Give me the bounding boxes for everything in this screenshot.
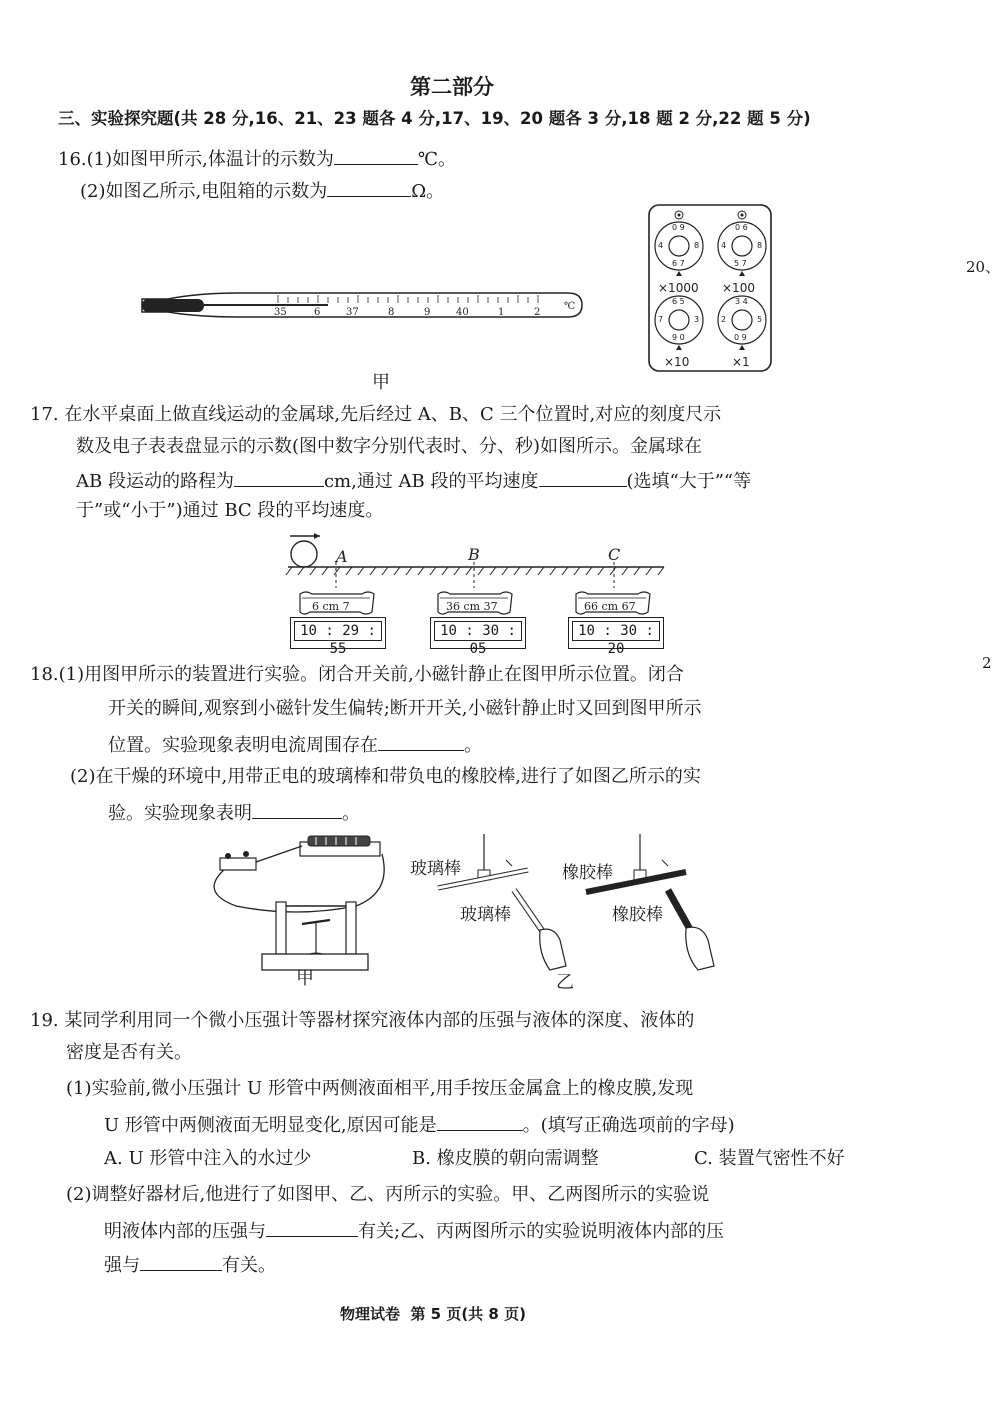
clock-b bbox=[430, 617, 526, 657]
q18-line5-b: 。 bbox=[342, 803, 360, 824]
ruler-c bbox=[574, 590, 652, 616]
svg-text:9: 9 bbox=[424, 307, 431, 318]
thermometer-figure bbox=[138, 285, 586, 325]
q19-option-b: B. 橡皮膜的朝向需调整 bbox=[412, 1148, 599, 1169]
fig-label-jia: 甲 bbox=[296, 968, 314, 989]
svg-text:0 9: 0 9 bbox=[734, 333, 747, 342]
page-footer: 物理试卷 第 5 页(共 8 页) bbox=[340, 1305, 526, 1323]
label-rubber-rod-hung: 橡胶棒 bbox=[562, 863, 613, 883]
svg-text:2: 2 bbox=[534, 307, 541, 318]
ruler-a bbox=[298, 590, 376, 616]
q18-line4: (2)在干燥的环境中,用带正电的玻璃棒和带负电的橡胶棒,进行了如图乙所示的实 bbox=[70, 766, 701, 787]
q17-blank-1[interactable] bbox=[234, 468, 324, 487]
q19-option-c: C. 装置气密性不好 bbox=[694, 1148, 845, 1169]
svg-text:2: 2 bbox=[721, 315, 727, 324]
q18-line5 bbox=[108, 800, 360, 825]
svg-text:6: 6 bbox=[314, 307, 321, 318]
q19-line7 bbox=[104, 1252, 276, 1277]
svg-text:8: 8 bbox=[388, 307, 395, 318]
q19-line3: (1)实验前,微小压强计 U 形管中两侧液面相平,用手按压金属盒上的橡皮膜,发现 bbox=[66, 1078, 694, 1099]
svg-text:7: 7 bbox=[658, 315, 664, 324]
label-glass-rod-hung: 玻璃棒 bbox=[410, 859, 461, 879]
svg-text:0 6: 0 6 bbox=[735, 223, 748, 232]
q16-blank-1[interactable] bbox=[334, 146, 418, 165]
clock-a-time: 10 : 29 : 55 bbox=[294, 621, 382, 641]
motion-track-figure bbox=[282, 532, 668, 588]
resistance-box-figure bbox=[648, 204, 772, 372]
svg-text:×1: ×1 bbox=[732, 355, 750, 369]
q19-blank-1[interactable] bbox=[437, 1112, 523, 1131]
q19-line4-b: 。(填写正确选项前的字母) bbox=[522, 1115, 735, 1136]
q19-line4-a: U 形管中两侧液面无明显变化,原因可能是 bbox=[104, 1115, 437, 1136]
q17-line3-c: (选填“大于”“等 bbox=[626, 471, 752, 492]
point-c-label: C bbox=[608, 545, 621, 564]
q19-line2: 密度是否有关。 bbox=[66, 1042, 192, 1063]
point-b-label: B bbox=[468, 545, 480, 564]
svg-text:4: 4 bbox=[658, 241, 664, 250]
svg-text:36 cm 37: 36 cm 37 bbox=[446, 600, 498, 613]
svg-text:8: 8 bbox=[694, 241, 700, 250]
point-a-label: A bbox=[336, 547, 348, 566]
q19-line4 bbox=[104, 1112, 735, 1137]
svg-text:×100: ×100 bbox=[722, 281, 755, 295]
q16-line2-unit: Ω。 bbox=[411, 181, 445, 202]
q19-line6-a: 明液体内部的压强与 bbox=[104, 1221, 266, 1242]
svg-text:3 4: 3 4 bbox=[735, 297, 748, 306]
q18-line5-a: 验。实验现象表明 bbox=[108, 803, 252, 824]
q16-line1 bbox=[58, 146, 456, 171]
margin-mark-top: 20、 bbox=[966, 258, 1000, 276]
q16-line1-unit: ℃。 bbox=[417, 149, 456, 170]
svg-text:37: 37 bbox=[346, 307, 359, 318]
q19-line6 bbox=[104, 1218, 724, 1243]
q16-line2 bbox=[80, 178, 444, 203]
q17-line3 bbox=[76, 468, 751, 493]
q17-line3-b: cm,通过 AB 段的平均速度 bbox=[323, 471, 539, 492]
svg-text:×1000: ×1000 bbox=[658, 281, 699, 295]
q16-line1-text: 16.(1)如图甲所示,体温计的示数为 bbox=[58, 149, 334, 170]
q19-line6-b: 有关;乙、丙两图所示的实验说明液体内部的压 bbox=[358, 1221, 725, 1242]
q18-line1: 18.(1)用图甲所示的装置进行实验。闭合开关前,小磁针静止在图甲所示位置。闭合 bbox=[30, 664, 684, 685]
thermometer-label: 甲 bbox=[372, 372, 390, 393]
q19-line7-b: 有关。 bbox=[222, 1255, 276, 1276]
q19-line1: 19. 某同学利用同一个微小压强计等器材探究液体内部的压强与液体的深度、液体的 bbox=[30, 1010, 695, 1031]
clock-c bbox=[568, 617, 664, 657]
clock-a bbox=[290, 617, 386, 657]
svg-text:5: 5 bbox=[757, 315, 763, 324]
q17-line1: 17. 在水平桌面上做直线运动的金属球,先后经过 A、B、C 三个位置时,对应的刻度尺示 bbox=[30, 404, 722, 425]
ruler-b bbox=[436, 590, 514, 616]
svg-text:×10: ×10 bbox=[664, 355, 690, 369]
q19-line7-a: 强与 bbox=[104, 1255, 140, 1276]
q17-blank-2[interactable] bbox=[539, 468, 627, 487]
q18-line3-b: 。 bbox=[464, 735, 482, 756]
q19-blank-3[interactable] bbox=[140, 1252, 222, 1271]
svg-text:6 7: 6 7 bbox=[672, 259, 685, 268]
svg-text:66 cm 67: 66 cm 67 bbox=[584, 600, 636, 613]
fig-label-yi: 乙 bbox=[556, 972, 574, 993]
svg-text:6 5: 6 5 bbox=[672, 297, 685, 306]
section-title: 第二部分 bbox=[410, 75, 494, 99]
q16-blank-2[interactable] bbox=[327, 178, 411, 197]
charged-rods-figure bbox=[400, 830, 730, 980]
q16-line2-text: (2)如图乙所示,电阻箱的示数为 bbox=[80, 181, 328, 202]
svg-text:9 0: 9 0 bbox=[672, 333, 685, 342]
q18-line3 bbox=[108, 732, 482, 757]
label-glass-rod-hand: 玻璃棒 bbox=[460, 905, 511, 925]
q18-line3-a: 位置。实验现象表明电流周围存在 bbox=[108, 735, 378, 756]
oersted-apparatus-figure bbox=[206, 832, 392, 982]
q17-line3-a: AB 段运动的路程为 bbox=[76, 471, 234, 492]
q19-line5: (2)调整好器材后,他进行了如图甲、乙、丙所示的实验。甲、乙两图所示的实验说 bbox=[66, 1184, 710, 1205]
clock-b-time: 10 : 30 : 05 bbox=[434, 621, 522, 641]
svg-text:35: 35 bbox=[274, 307, 287, 318]
svg-text:1: 1 bbox=[498, 307, 505, 318]
q18-blank-1[interactable] bbox=[378, 732, 464, 751]
clock-c-time: 10 : 30 : 20 bbox=[572, 621, 660, 641]
q18-blank-2[interactable] bbox=[252, 800, 342, 819]
q19-blank-2[interactable] bbox=[266, 1218, 358, 1237]
svg-text:4: 4 bbox=[721, 241, 727, 250]
q17-line4: 于”或“小于”)通过 BC 段的平均速度。 bbox=[76, 500, 384, 521]
q18-line2: 开关的瞬间,观察到小磁针发生偏转;断开开关,小磁针静止时又回到图甲所示 bbox=[108, 698, 702, 719]
q19-option-a: A. U 形管中注入的水过少 bbox=[104, 1148, 312, 1169]
svg-text:℃: ℃ bbox=[564, 301, 576, 312]
svg-text:40: 40 bbox=[456, 307, 469, 318]
svg-text:5 7: 5 7 bbox=[734, 259, 747, 268]
svg-text:6 cm 7: 6 cm 7 bbox=[312, 600, 350, 613]
svg-text:8: 8 bbox=[757, 241, 763, 250]
section-heading: 三、实验探究题(共 28 分,16、21、23 题各 4 分,17、19、20 题各 3 分,18 题 2 分,22 题 5 分) bbox=[58, 109, 811, 128]
label-rubber-rod-hand: 橡胶棒 bbox=[612, 905, 663, 925]
q17-line2: 数及电子表表盘显示的示数(图中数字分别代表时、分、秒)如图所示。金属球在 bbox=[76, 436, 703, 457]
svg-text:3: 3 bbox=[694, 315, 700, 324]
svg-text:0 9: 0 9 bbox=[672, 223, 685, 232]
margin-mark-mid: 2 bbox=[982, 654, 992, 672]
